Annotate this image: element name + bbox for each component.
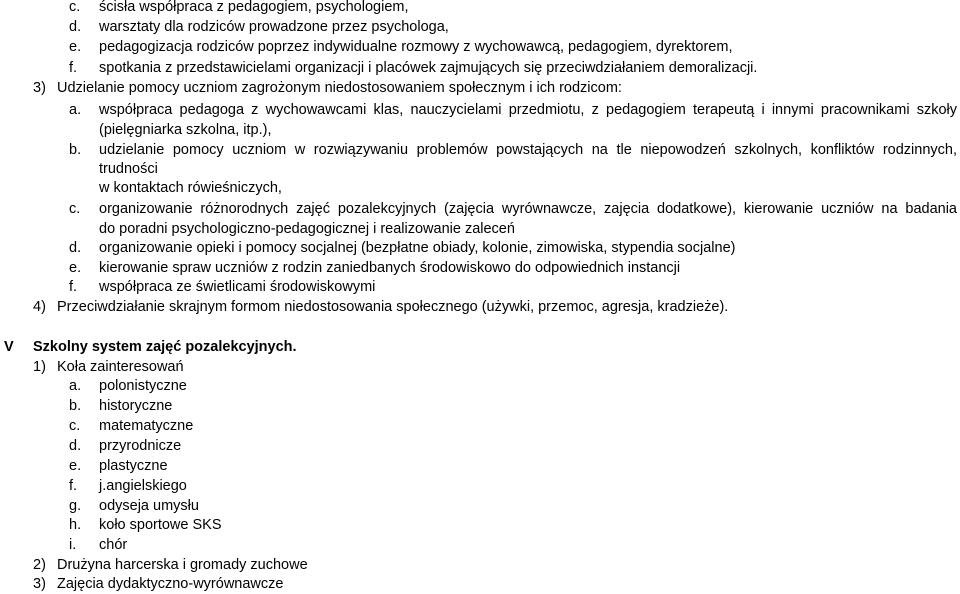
list-text: w kontaktach rówieśniczych,	[99, 180, 282, 196]
list-text: współpraca pedagoga z wychowawcami klas, nauczycielami przedmiotu, z pedagogiem terapeutą i innymi pracownikami szkoły	[99, 102, 957, 118]
section-heading: Szkolny system zajęć pozalekcyjnych.	[33, 339, 297, 355]
list-text: współpraca ze świetlicami środowiskowymi	[99, 279, 376, 295]
list-marker: c.	[69, 201, 81, 217]
list-text: do poradni psychologiczno-pedagogicznej i realizowanie zaleceń	[99, 221, 515, 237]
point-text: Udzielanie pomocy uczniom zagrożonym niedostosowaniem społecznym i ich rodzicom:	[57, 80, 622, 96]
list-item	[69, 436, 181, 456]
list-text: warsztaty dla rodziców prowadzone przez psychologa,	[99, 19, 449, 35]
point-marker: 1)	[33, 359, 46, 375]
list-marker: f.	[69, 279, 78, 295]
list-marker: f.	[69, 478, 78, 494]
list-item	[69, 416, 193, 436]
list-text: ścisła współpraca z pedagogiem, psychologiem,	[99, 0, 409, 15]
section-numeral: V	[4, 339, 14, 355]
numbered-point	[33, 297, 728, 317]
list-text: spotkania z przedstawicielami organizacji i placówek zajmujących się przeciwdziałaniem demoralizacji.	[99, 60, 758, 76]
list-text: organizowanie opieki i pomocy socjalnej (bezpłatne obiady, kolonie, zimowiska, stypendia socjalne)	[99, 240, 736, 256]
list-marker: b.	[69, 142, 82, 158]
point-marker: 2)	[33, 557, 46, 573]
point-marker: 3)	[33, 576, 46, 592]
list-text: plastyczne	[99, 458, 168, 474]
list-marker: e.	[69, 260, 82, 276]
list-item	[69, 0, 409, 17]
list-marker: e.	[69, 39, 82, 55]
list-marker: c.	[69, 418, 81, 434]
list-text: organizowanie różnorodnych zajęć pozalekcyjnych (zajęcia wyrównawcze, zajęcia dodatkowe), kierowanie uczniów na badania	[99, 201, 957, 217]
point-marker: 4)	[33, 299, 46, 315]
list-item	[69, 376, 187, 396]
list-text: polonistyczne	[99, 378, 187, 394]
list-item	[69, 17, 449, 37]
list-text: (pielęgniarka szkolna, itp.),	[99, 122, 272, 138]
point-marker: 3)	[33, 80, 46, 96]
numbered-point	[33, 574, 283, 594]
list-marker: d.	[69, 240, 82, 256]
list-marker: d.	[69, 19, 82, 35]
list-item	[69, 456, 168, 476]
list-text: historyczne	[99, 398, 173, 414]
list-text: kierowanie spraw uczniów z rodzin zaniedbanych środowiskowo do odpowiednich instancji	[99, 260, 681, 276]
point-text: Zajęcia dydaktyczno-wyrównawcze	[57, 576, 284, 592]
list-marker: f.	[69, 60, 78, 76]
list-text: przyrodnicze	[99, 438, 182, 454]
list-marker: c.	[69, 0, 81, 15]
list-item	[69, 496, 199, 516]
list-marker: g.	[69, 498, 82, 514]
list-marker: e.	[69, 458, 82, 474]
list-marker: d.	[69, 438, 82, 454]
list-item	[69, 58, 757, 78]
numbered-point	[33, 555, 308, 575]
list-item	[69, 535, 127, 555]
list-item	[69, 37, 732, 57]
list-marker: a.	[69, 378, 82, 394]
list-marker: a.	[69, 102, 82, 118]
numbered-point	[33, 78, 622, 98]
numbered-point	[33, 357, 184, 377]
list-marker: b.	[69, 398, 82, 414]
list-text: odyseja umysłu	[99, 498, 199, 514]
list-text: matematyczne	[99, 418, 194, 434]
list-marker: h.	[69, 517, 82, 533]
list-item	[69, 396, 172, 416]
list-text: chór	[99, 537, 128, 553]
list-item	[69, 515, 222, 535]
list-text: pedagogizacja rodziców poprzez indywidualne rozmowy z wychowawcą, pedagogiem, dyrektorem,	[99, 39, 733, 55]
point-text: Przeciwdziałanie skrajnym formom niedostosowania społecznego (używki, przemoc, agresja, kradzieże).	[57, 299, 729, 315]
list-text: koło sportowe SKS	[99, 517, 222, 533]
list-text: udzielanie pomocy uczniom w rozwiązywaniu problemów powstających na tle niepowodzeń szkolnych, konfliktów rodzinnych,	[99, 142, 957, 158]
point-text: Drużyna harcerska i gromady zuchowe	[57, 557, 308, 573]
list-item	[69, 476, 187, 496]
point-text: Koła zainteresowań	[57, 359, 184, 375]
list-text: trudności	[99, 161, 158, 177]
list-text: j.angielskiego	[99, 478, 187, 494]
list-marker: i.	[69, 537, 77, 553]
